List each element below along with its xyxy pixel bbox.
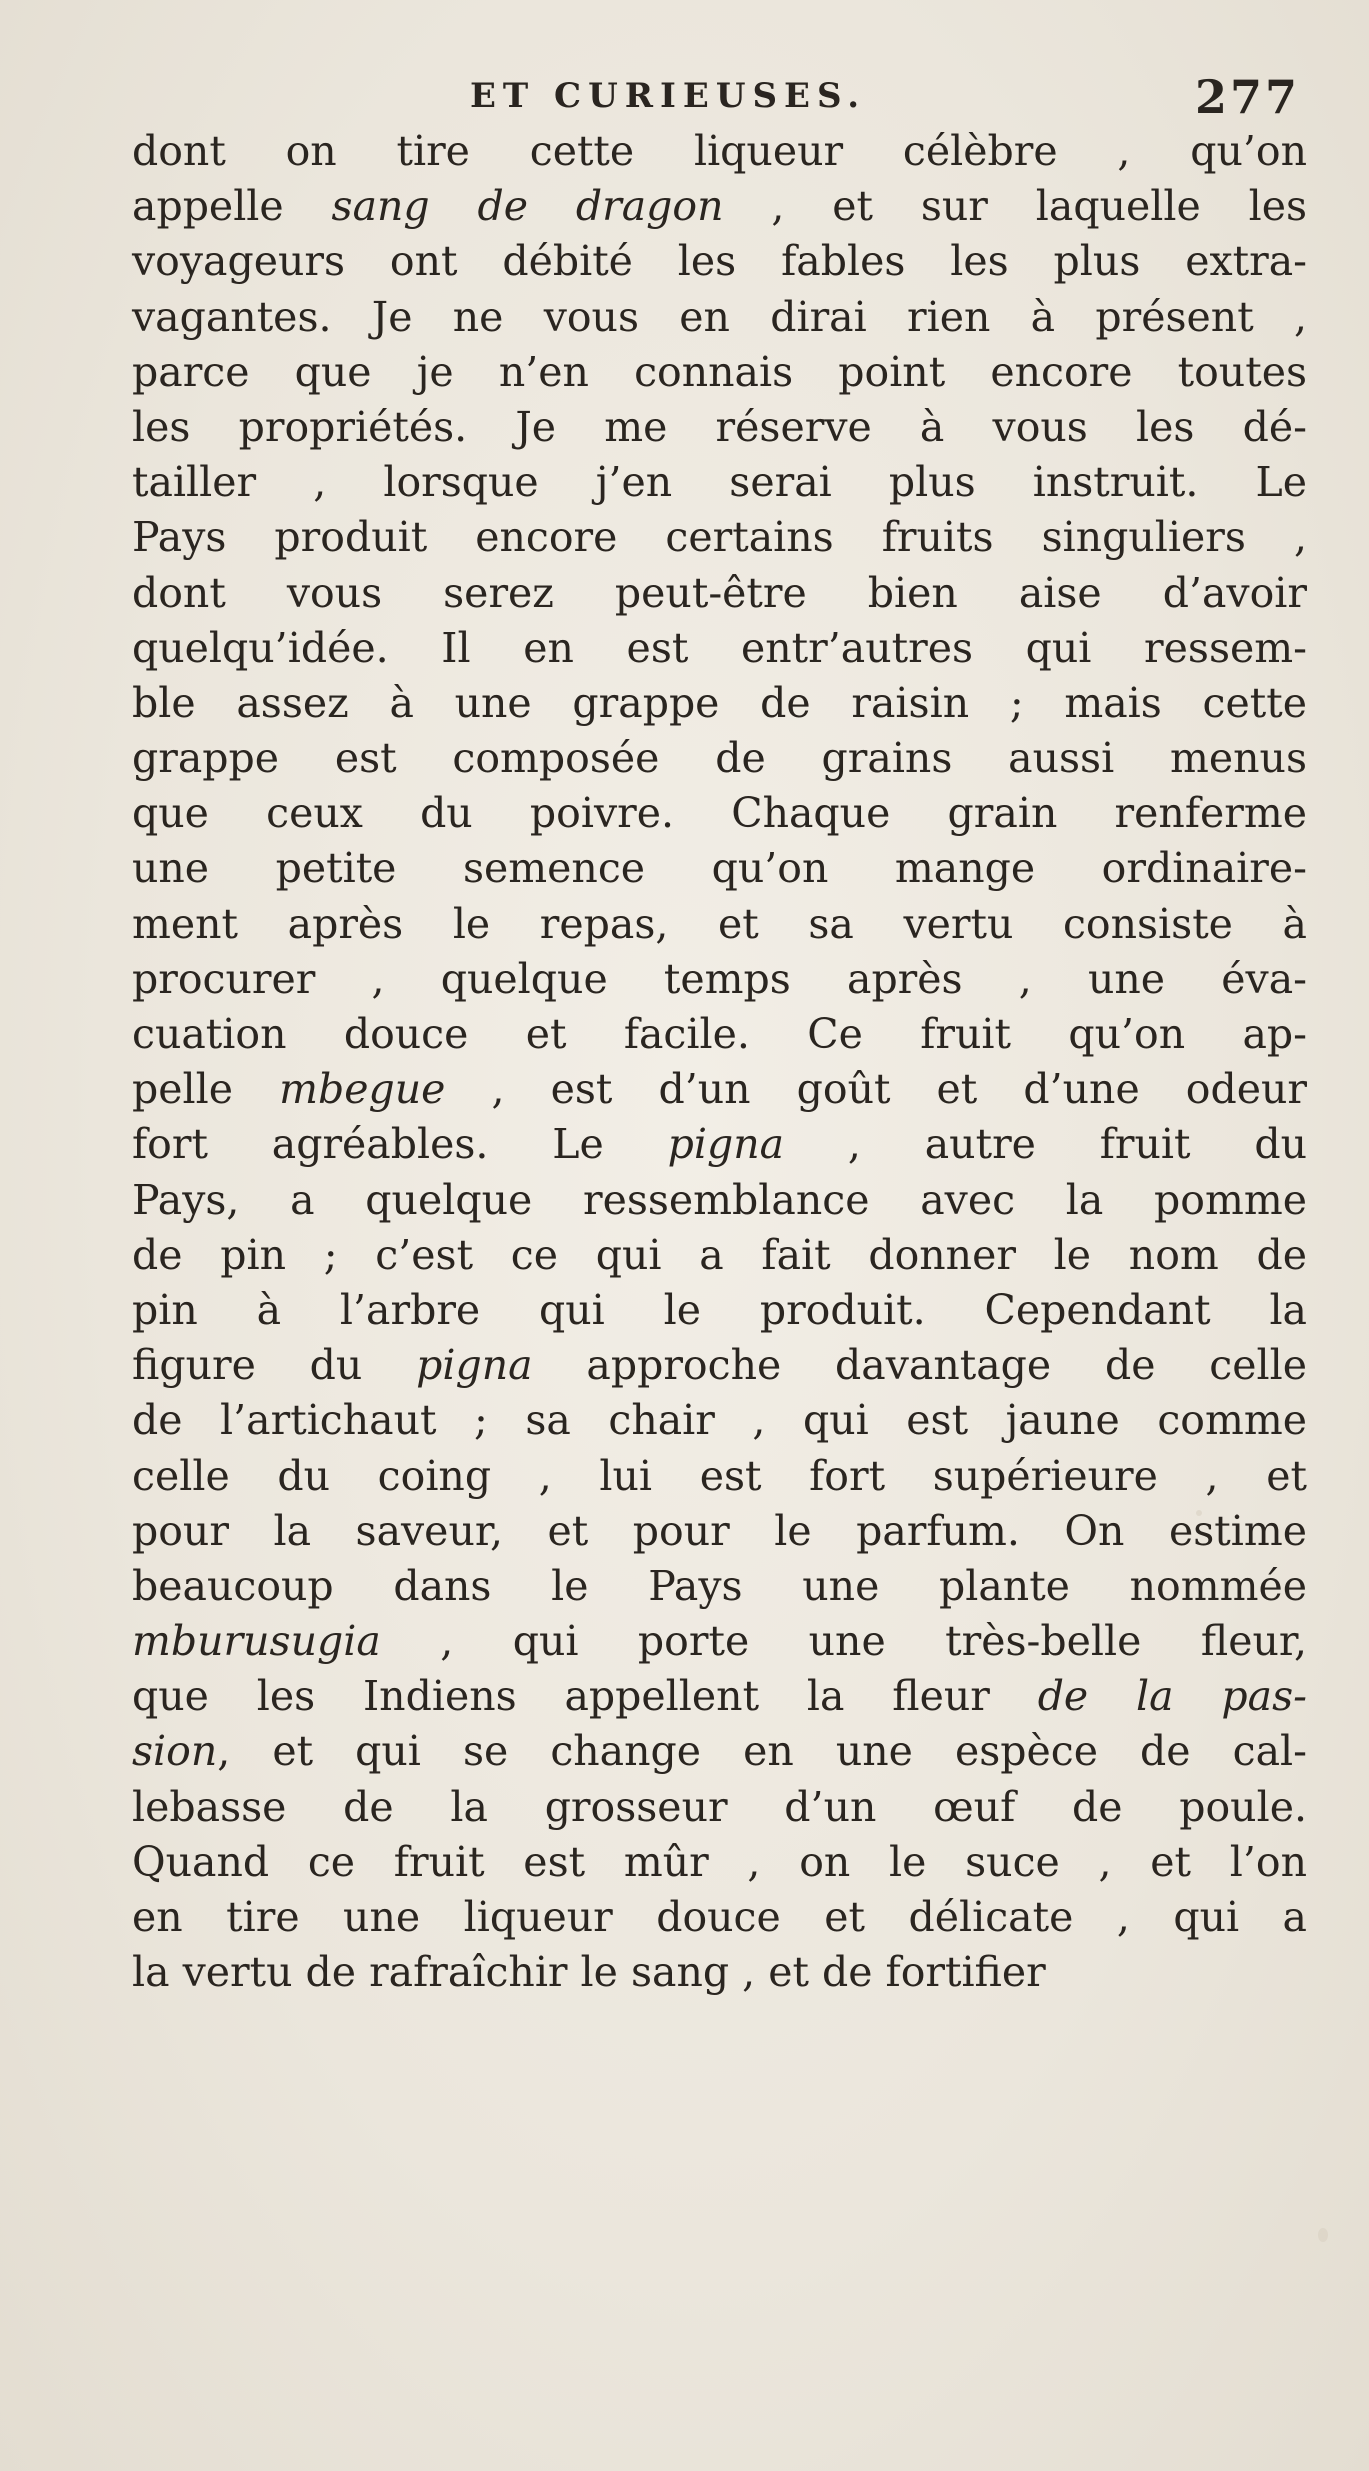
text-line [132,1780,1307,1835]
text-line [132,1117,1307,1172]
text-line [132,1504,1307,1559]
text-segment: pelle [132,1065,280,1114]
text-segment: fort agréables. Le [132,1120,668,1169]
text-line [132,1559,1307,1614]
text-segment: Pays, a quelque ressemblance avec la pomme [132,1175,1307,1224]
text-line [132,1393,1307,1448]
text-line [132,786,1307,841]
text-segment: , et qui se change en une espèce de cal- [217,1727,1307,1776]
text-segment: , est d’un goût et d’une odeur [445,1065,1307,1114]
text-segment: une petite semence qu’on mange ordinaire- [132,844,1307,893]
text-line [132,1062,1307,1117]
text-segment: voyageurs ont débité les fables les plus extra- [132,237,1307,286]
italic-term: de la pas- [1037,1672,1307,1721]
text-segment: pour la saveur, et pour le parfum. On estime [132,1506,1307,1555]
text-line [132,897,1307,952]
italic-term: sang de dragon [331,182,724,231]
text-line [132,1228,1307,1283]
text-line [132,1945,1307,2000]
text-line [132,510,1307,565]
text-segment: grappe est composée de grains aussi menus [132,734,1307,783]
text-segment: , et sur laquelle les [723,182,1307,231]
italic-term: pigna [416,1341,533,1390]
italic-term: sion [132,1727,218,1776]
text-line [132,345,1307,400]
text-segment: Pays produit encore certains fruits singuliers , [132,513,1307,562]
text-segment: , autre fruit du [784,1120,1307,1169]
text-line [132,455,1307,510]
page-header [130,72,1300,132]
text-segment: que les Indiens appellent la fleur [132,1672,1038,1721]
text-line [132,1724,1307,1779]
page-number: 277 [1194,70,1300,124]
text-line [132,1890,1307,1945]
text-line [132,1614,1307,1669]
text-line [132,124,1307,179]
text-segment: appelle [132,182,332,231]
text-segment: les propriétés. Je me réserve à vous les dé- [132,402,1307,451]
italic-term: mburusugia [132,1617,381,1666]
body-text [132,124,1307,2000]
italic-term: pigna [667,1120,785,1169]
text-line [132,179,1307,234]
text-segment: , qui porte une très-belle fleur, [380,1617,1307,1666]
text-line [132,234,1307,289]
text-segment: celle du coing , lui est fort supérieure , et [132,1451,1307,1500]
italic-term: mbegue [279,1065,446,1114]
text-line [132,1173,1307,1228]
text-line [132,841,1307,896]
text-segment: Quand ce fruit est mûr , on le suce , et l’on [132,1837,1307,1886]
text-segment: procurer , quelque temps après , une éva- [132,954,1307,1003]
text-segment: en tire une liqueur douce et délicate , qui a [132,1893,1307,1941]
text-line [132,400,1307,455]
text-line [132,1338,1307,1393]
text-segment: quelqu’idée. Il en est entr’autres qui ressem- [132,623,1307,672]
text-line [132,290,1307,345]
text-segment: dont vous serez peut-être bien aise d’avoir [132,568,1307,617]
text-segment: la vertu de rafraîchir le sang , et de fortifier [132,1948,1046,1997]
text-segment: ment après le repas, et sa vertu consiste à [132,899,1307,948]
text-segment: que ceux du poivre. Chaque grain renferme [132,789,1307,838]
text-line [132,1835,1307,1890]
text-segment: approche davantage de celle [532,1341,1308,1390]
text-segment: lebasse de la grosseur d’un œuf de poule. [132,1782,1307,1831]
text-segment: de pin ; c’est ce qui a fait donner le nom de [132,1230,1307,1279]
text-line [132,1007,1307,1062]
text-segment: parce que je n’en connais point encore toutes [132,347,1307,396]
text-segment: figure du [132,1341,417,1390]
paper-stain [1318,2228,1328,2242]
text-segment: pin à l’arbre qui le produit. Cependant la [132,1285,1307,1334]
running-head: ET CURIEUSES. [470,76,867,116]
text-line [132,566,1307,621]
text-line [132,621,1307,676]
text-segment: beaucoup dans le Pays une plante nommée [132,1561,1307,1610]
text-line [132,1669,1307,1724]
text-line [132,1449,1307,1504]
text-segment: ble assez à une grappe de raisin ; mais cette [132,678,1307,727]
text-line [132,676,1307,731]
text-segment: de l’artichaut ; sa chair , qui est jaune comme [132,1396,1307,1445]
text-line [132,1283,1307,1338]
text-segment: cuation douce et facile. Ce fruit qu’on ap- [132,1010,1307,1058]
text-segment: tailler , lorsque j’en serai plus instruit. Le [132,458,1307,507]
text-segment: vagantes. Je ne vous en dirai rien à présent , [132,292,1307,341]
text-line [132,731,1307,786]
text-segment: dont on tire cette liqueur célèbre , qu’on [132,127,1307,175]
text-line [132,952,1307,1007]
